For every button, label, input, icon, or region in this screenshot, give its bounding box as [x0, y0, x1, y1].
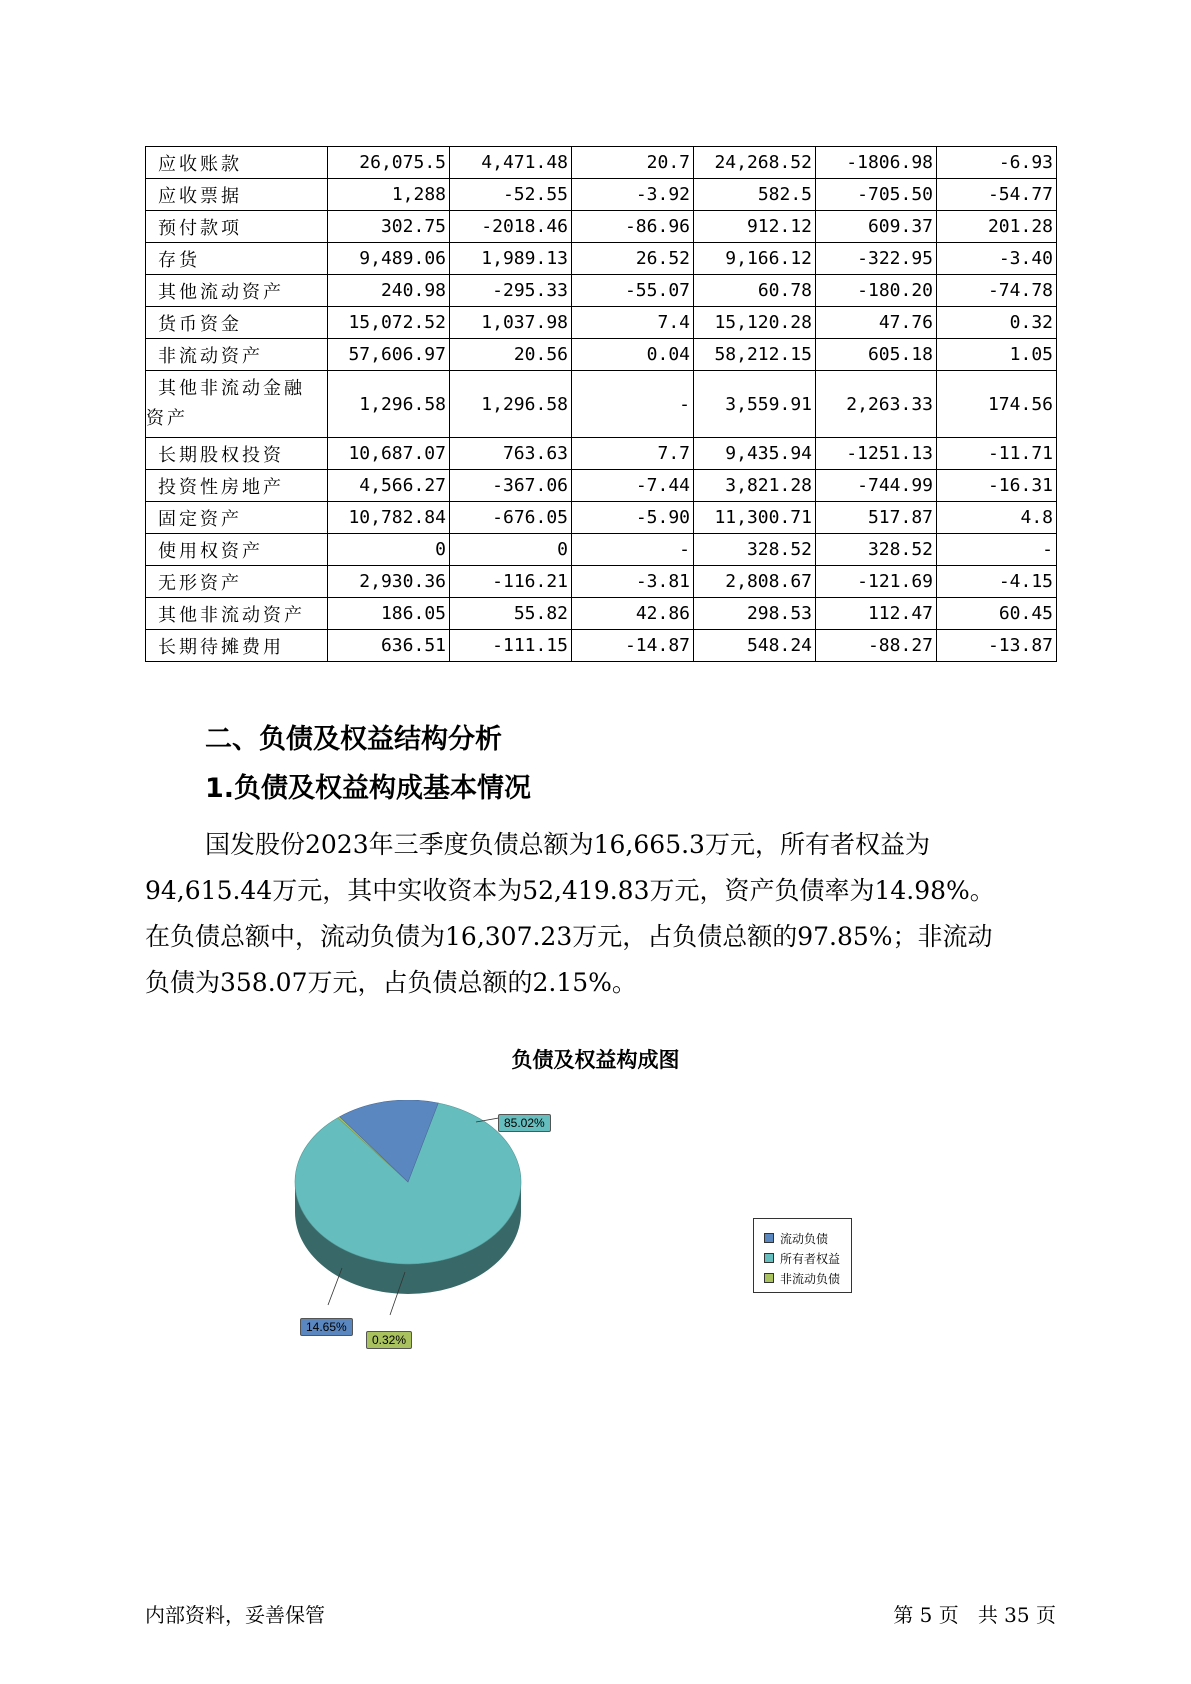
- value-cell: 3,821.28: [694, 470, 816, 502]
- value-cell: -5.90: [572, 502, 694, 534]
- value-cell: 60.45: [937, 598, 1057, 630]
- value-cell: -111.15: [450, 630, 572, 662]
- value-cell: 328.52: [694, 534, 816, 566]
- value-cell: -: [572, 371, 694, 438]
- value-cell: -1806.98: [816, 147, 937, 179]
- value-cell: 7.7: [572, 438, 694, 470]
- body-paragraph: [145, 822, 1057, 1006]
- legend-label: 流动负债: [780, 1231, 829, 1246]
- value-cell: -: [937, 534, 1057, 566]
- value-cell: -16.31: [937, 470, 1057, 502]
- table-row: [146, 243, 1057, 275]
- paragraph-line: 负债为358.07万元，占负债总额的2.15%。: [145, 968, 637, 997]
- value-cell: 1,288: [328, 179, 450, 211]
- row-label-cell: 其他非流动金融资产: [146, 371, 328, 438]
- value-cell: -322.95: [816, 243, 937, 275]
- value-cell: 1,989.13: [450, 243, 572, 275]
- value-cell: 11,300.71: [694, 502, 816, 534]
- value-cell: 1,037.98: [450, 307, 572, 339]
- value-cell: -: [572, 534, 694, 566]
- legend-swatch: [764, 1233, 774, 1243]
- row-label-cell: 长期待摊费用: [146, 630, 328, 662]
- value-cell: -180.20: [816, 275, 937, 307]
- value-cell: -13.87: [937, 630, 1057, 662]
- section-heading: 二、负债及权益结构分析: [205, 724, 502, 755]
- value-cell: 20.56: [450, 339, 572, 371]
- table-row: [146, 502, 1057, 534]
- table-row: [146, 275, 1057, 307]
- value-cell: 174.56: [937, 371, 1057, 438]
- row-label-cell: 长期股权投资: [146, 438, 328, 470]
- table-row: [146, 598, 1057, 630]
- legend-item: [764, 1228, 851, 1248]
- paragraph-line: 在负债总额中，流动负债为16,307.23万元，占负债总额的97.85%；非流动: [145, 922, 993, 951]
- chart-legend: [753, 1218, 852, 1293]
- value-cell: 4,566.27: [328, 470, 450, 502]
- value-cell: -54.77: [937, 179, 1057, 211]
- table-row: [146, 534, 1057, 566]
- value-cell: 0.32: [937, 307, 1057, 339]
- legend-label: 非流动负债: [780, 1271, 841, 1286]
- value-cell: -676.05: [450, 502, 572, 534]
- value-cell: -74.78: [937, 275, 1057, 307]
- value-cell: 60.78: [694, 275, 816, 307]
- value-cell: 15,072.52: [328, 307, 450, 339]
- table-row: [146, 147, 1057, 179]
- value-cell: -3.92: [572, 179, 694, 211]
- table-row: [146, 470, 1057, 502]
- value-cell: 58,212.15: [694, 339, 816, 371]
- value-cell: -295.33: [450, 275, 572, 307]
- table-row: [146, 630, 1057, 662]
- table-row: [146, 179, 1057, 211]
- data-label-noncurrent-liabilities: 0.32%: [366, 1331, 412, 1349]
- value-cell: -1251.13: [816, 438, 937, 470]
- value-cell: 302.75: [328, 211, 450, 243]
- value-cell: 2,930.36: [328, 566, 450, 598]
- value-cell: 2,808.67: [694, 566, 816, 598]
- legend-label: 所有者权益: [780, 1251, 841, 1266]
- value-cell: 1,296.58: [450, 371, 572, 438]
- value-cell: 609.37: [816, 211, 937, 243]
- value-cell: 240.98: [328, 275, 450, 307]
- sub-heading: 1.负债及权益构成基本情况: [205, 773, 532, 804]
- value-cell: -3.81: [572, 566, 694, 598]
- value-cell: 9,489.06: [328, 243, 450, 275]
- value-cell: 582.5: [694, 179, 816, 211]
- value-cell: 26,075.5: [328, 147, 450, 179]
- value-cell: -705.50: [816, 179, 937, 211]
- value-cell: 9,166.12: [694, 243, 816, 275]
- value-cell: -2018.46: [450, 211, 572, 243]
- value-cell: 24,268.52: [694, 147, 816, 179]
- table-row: [146, 307, 1057, 339]
- row-label-cell: 应收票据: [146, 179, 328, 211]
- value-cell: -88.27: [816, 630, 937, 662]
- table-row: [146, 211, 1057, 243]
- value-cell: 0: [328, 534, 450, 566]
- data-label-equity: 85.02%: [498, 1114, 551, 1132]
- row-label-cell: 其他流动资产: [146, 275, 328, 307]
- paragraph-line: 国发股份2023年三季度负债总额为16,665.3万元，所有者权益为: [205, 830, 930, 859]
- footer-page-number: 第 5 页 共 35 页: [893, 1603, 1056, 1627]
- value-cell: -116.21: [450, 566, 572, 598]
- value-cell: -52.55: [450, 179, 572, 211]
- value-cell: -3.40: [937, 243, 1057, 275]
- row-label-cell: 应收账款: [146, 147, 328, 179]
- value-cell: -367.06: [450, 470, 572, 502]
- legend-swatch: [764, 1253, 774, 1263]
- value-cell: 112.47: [816, 598, 937, 630]
- value-cell: 763.63: [450, 438, 572, 470]
- value-cell: 0.04: [572, 339, 694, 371]
- chart-title: 负债及权益构成图: [511, 1048, 680, 1072]
- value-cell: -86.96: [572, 211, 694, 243]
- value-cell: 4.8: [937, 502, 1057, 534]
- value-cell: 4,471.48: [450, 147, 572, 179]
- value-cell: -744.99: [816, 470, 937, 502]
- value-cell: -55.07: [572, 275, 694, 307]
- table-row: [146, 566, 1057, 598]
- value-cell: 548.24: [694, 630, 816, 662]
- table-row: [146, 371, 1057, 438]
- footer-left: 内部资料，妥善保管: [145, 1603, 325, 1627]
- pie-chart: [280, 1100, 580, 1340]
- value-cell: 10,687.07: [328, 438, 450, 470]
- value-cell: -14.87: [572, 630, 694, 662]
- value-cell: 636.51: [328, 630, 450, 662]
- value-cell: 10,782.84: [328, 502, 450, 534]
- table-row: [146, 438, 1057, 470]
- value-cell: 517.87: [816, 502, 937, 534]
- value-cell: 298.53: [694, 598, 816, 630]
- data-label-current-liabilities: 14.65%: [300, 1318, 353, 1336]
- value-cell: 605.18: [816, 339, 937, 371]
- value-cell: -4.15: [937, 566, 1057, 598]
- value-cell: -121.69: [816, 566, 937, 598]
- value-cell: 3,559.91: [694, 371, 816, 438]
- value-cell: 186.05: [328, 598, 450, 630]
- row-label-cell: 非流动资产: [146, 339, 328, 371]
- value-cell: 2,263.33: [816, 371, 937, 438]
- value-cell: 20.7: [572, 147, 694, 179]
- value-cell: 26.52: [572, 243, 694, 275]
- financial-table: [145, 146, 1057, 662]
- legend-item: [764, 1268, 851, 1288]
- row-label-cell: 预付款项: [146, 211, 328, 243]
- value-cell: 15,120.28: [694, 307, 816, 339]
- value-cell: 912.12: [694, 211, 816, 243]
- value-cell: 55.82: [450, 598, 572, 630]
- value-cell: 201.28: [937, 211, 1057, 243]
- value-cell: 1.05: [937, 339, 1057, 371]
- value-cell: 57,606.97: [328, 339, 450, 371]
- row-label-cell: 使用权资产: [146, 534, 328, 566]
- paragraph-line: 94,615.44万元，其中实收资本为52,419.83万元，资产负债率为14.98%。: [145, 876, 995, 905]
- value-cell: -11.71: [937, 438, 1057, 470]
- row-label-cell: 其他非流动资产: [146, 598, 328, 630]
- value-cell: 0: [450, 534, 572, 566]
- value-cell: 9,435.94: [694, 438, 816, 470]
- table-row: [146, 339, 1057, 371]
- row-label-cell: 固定资产: [146, 502, 328, 534]
- value-cell: -6.93: [937, 147, 1057, 179]
- value-cell: -7.44: [572, 470, 694, 502]
- row-label-cell: 存货: [146, 243, 328, 275]
- row-label-cell: 投资性房地产: [146, 470, 328, 502]
- legend-swatch: [764, 1273, 774, 1283]
- value-cell: 47.76: [816, 307, 937, 339]
- legend-item: [764, 1248, 851, 1268]
- value-cell: 7.4: [572, 307, 694, 339]
- value-cell: 42.86: [572, 598, 694, 630]
- value-cell: 328.52: [816, 534, 937, 566]
- row-label-cell: 无形资产: [146, 566, 328, 598]
- value-cell: 1,296.58: [328, 371, 450, 438]
- row-label-cell: 货币资金: [146, 307, 328, 339]
